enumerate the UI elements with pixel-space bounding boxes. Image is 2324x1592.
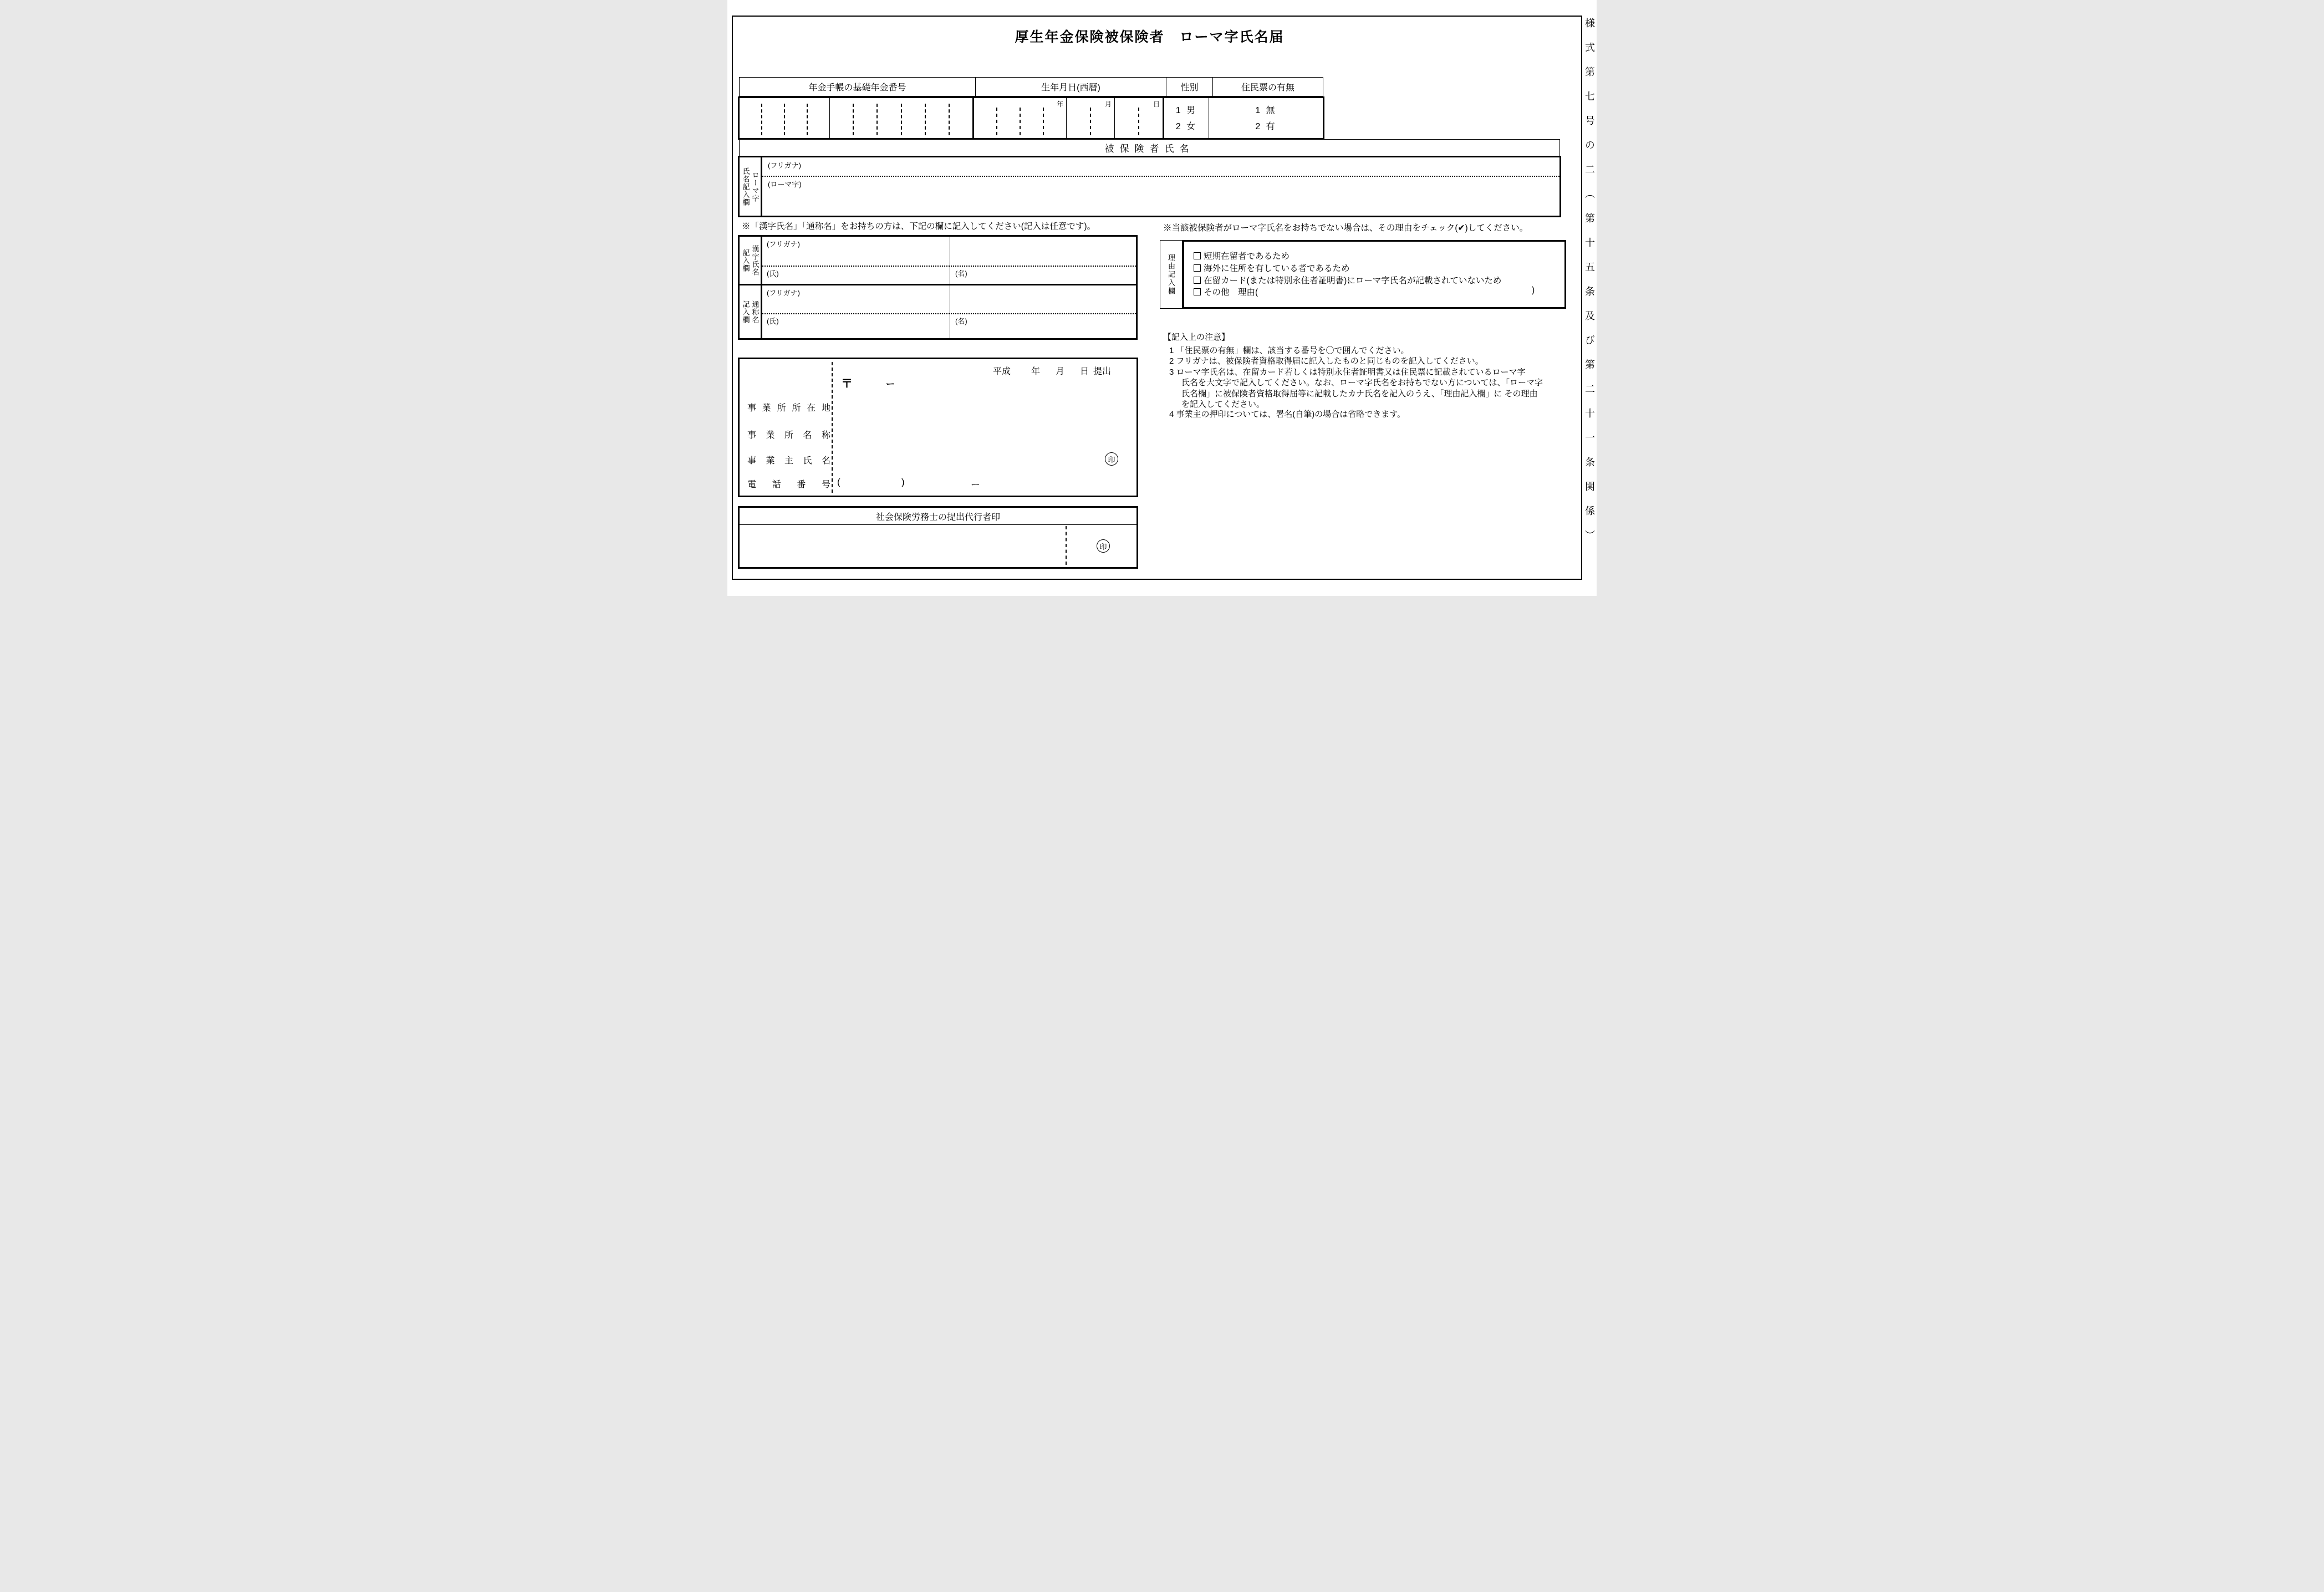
note-2: 2 フリガナは、被保険者資格取得届に記入したものと同じものを記入してください。: [1169, 356, 1484, 366]
sex-option-male[interactable]: 1 男: [1175, 106, 1197, 115]
kanji-name-row: [740, 237, 1136, 284]
employer-label-divider: [832, 362, 833, 493]
tsusho-name-row-label: 通称名 記入欄: [740, 285, 762, 338]
form-code-vertical: 様式第七号の二（第十五条及び第二十一条関係）: [1584, 18, 1595, 554]
month-unit-label: 月: [1104, 100, 1112, 108]
sei-label: (氏): [767, 317, 779, 325]
birthdate-header: 生年月日(西暦): [976, 78, 1166, 96]
sr-agent-divider: [1066, 526, 1067, 565]
reason-item-other[interactable]: その他 理由(: [1194, 285, 1258, 298]
furigana-label: (フリガナ): [767, 240, 801, 248]
pension-number-field-part2[interactable]: [829, 98, 972, 138]
note-3-line3: 氏名欄」に被保険者資格取得届等に記載したカナ氏名を記入のうえ、「理由記入欄」に その理由: [1181, 389, 1538, 399]
phone-close-paren: ): [901, 477, 905, 487]
reason-item-short-stay[interactable]: 短期在留者であるため: [1194, 249, 1290, 262]
sex-field[interactable]: [1163, 98, 1209, 138]
submit-label: 提出: [1093, 367, 1112, 376]
table1-body-row: [738, 96, 1324, 140]
juminhyo-field[interactable]: [1209, 98, 1323, 138]
birth-month-field[interactable]: [1066, 98, 1114, 138]
juminhyo-option-yes[interactable]: 2 有: [1255, 122, 1277, 131]
birth-day-field[interactable]: [1114, 98, 1163, 138]
reason-checkbox-box: [1183, 240, 1566, 309]
day-label: 日: [1080, 367, 1089, 376]
juminhyo-header: 住民票の有無: [1241, 83, 1294, 93]
sr-agent-seal-icon[interactable]: 印: [1097, 539, 1110, 553]
sex-option-female[interactable]: 2 女: [1175, 122, 1197, 131]
tsusho-name-row: [740, 285, 1136, 338]
office-address-label: 事業所所在地: [747, 404, 830, 413]
furigana-label: (フリガナ): [768, 161, 802, 170]
pension-romaji-name-form: [727, 0, 1597, 596]
day-unit-label: 日: [1153, 100, 1160, 108]
juminhyo-option-none[interactable]: 1 無: [1255, 106, 1277, 115]
checkbox[interactable]: [1194, 277, 1201, 284]
table1-header-row: [739, 77, 1323, 96]
reason-box-label: 理由記入欄: [1160, 240, 1183, 309]
furigana-label: (フリガナ): [767, 289, 801, 297]
reason-item-overseas[interactable]: 海外に住所を有している者であるため: [1194, 262, 1350, 274]
sr-agent-box: [738, 506, 1138, 569]
birth-year-field[interactable]: [972, 98, 1066, 138]
sr-agent-entry[interactable]: [740, 525, 1136, 567]
kanji-name-instruction: ※「漢字氏名」「通称名」をお持ちの方は、下記の欄に記入してください(記入は任意です)。: [742, 222, 1096, 231]
sei-label: (氏): [767, 269, 779, 278]
reason-other-close-paren: ): [1532, 285, 1535, 295]
insured-name-section-header: 被保険者氏名: [739, 139, 1560, 156]
kanji-name-entry[interactable]: [762, 237, 1136, 284]
employer-seal-icon[interactable]: 印: [1105, 452, 1118, 466]
phone-open-paren: (: [837, 477, 840, 487]
checkbox[interactable]: [1194, 264, 1201, 272]
kanji-tsusho-name-box: [738, 235, 1138, 340]
sex-header: 性別: [1166, 78, 1213, 96]
postal-code-dash: ー: [886, 380, 895, 389]
kanji-name-row-label: 漢字氏名 記入欄: [740, 237, 762, 284]
note-3-line1: 3 ローマ字氏名は、在留カード若しくは特別永住者証明書又は住民票に記載されているローマ字: [1169, 368, 1526, 377]
tsusho-name-entry[interactable]: [762, 285, 1136, 338]
note-3-line2: 氏名を大文字で記入してください。なお、ローマ字氏名をお持ちでない方については、「ローマ字: [1181, 378, 1543, 387]
pension-number-header: 年金手帳の基礎年金番号: [740, 78, 976, 96]
year-label: 年: [1031, 367, 1041, 376]
mei-label: (名): [955, 317, 967, 325]
mei-label: (名): [955, 269, 967, 278]
notes-heading: 【記入上の注意】: [1163, 333, 1230, 342]
month-label: 月: [1056, 367, 1065, 376]
employer-box: [738, 358, 1138, 497]
owner-name-label: 事業主氏名: [747, 456, 830, 466]
note-4: 4 事業主の押印については、署名(自筆)の場合は省略できます。: [1169, 410, 1406, 419]
phone-dash: ー: [971, 479, 980, 490]
postal-mark: 〒: [841, 377, 853, 390]
form-title: 厚生年金保険被保険者 ローマ字氏名届: [1015, 29, 1285, 45]
year-unit-label: 年: [1056, 100, 1063, 108]
romaji-name-entry[interactable]: [762, 157, 1559, 216]
checkbox[interactable]: [1194, 252, 1201, 259]
pension-number-field-part1[interactable]: [740, 98, 829, 138]
phone-number-label: 電話番号: [747, 480, 830, 489]
furigana-romaji-divider: [762, 176, 1559, 177]
kanji-dotted-divider: [762, 266, 1136, 267]
reason-check-instruction: ※当該被保険者がローマ字氏名をお持ちでない場合は、その理由をチェック(✔)してください。: [1163, 223, 1528, 233]
checkbox[interactable]: [1194, 288, 1201, 295]
sr-agent-header: 社会保険労務士の提出代行者印: [740, 508, 1136, 525]
reason-item-no-romaji-on-card[interactable]: 在留カード(または特別永住者証明書)にローマ字氏名が記載されていないため: [1194, 274, 1501, 286]
romaji-name-row-label: ローマ字 氏名記入欄: [740, 157, 762, 216]
romaji-label: (ローマ字): [768, 180, 802, 188]
romaji-name-box: [738, 156, 1561, 217]
tsusho-dotted-divider: [762, 313, 1136, 314]
note-1: 1 「住民票の有無」欄は、該当する番号を〇で囲んでください。: [1169, 346, 1409, 355]
note-3-line4: を記入してください。: [1181, 400, 1265, 409]
era-label: 平成: [993, 367, 1011, 376]
office-name-label: 事業所名称: [747, 431, 830, 440]
